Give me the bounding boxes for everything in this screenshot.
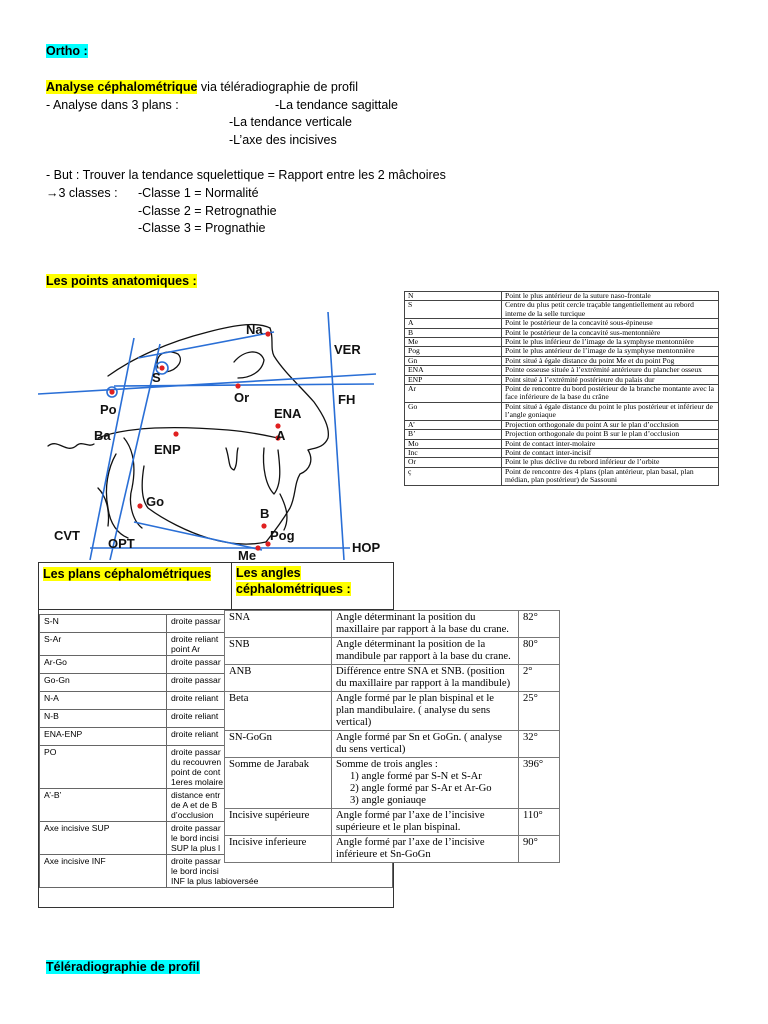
point-code: Gn [405,356,502,365]
point-code: A’ [405,420,502,429]
angles-table [224,610,560,863]
angle-name: Somme de Jarabak [225,758,332,809]
points-table-row [405,439,719,448]
angles-title-line2: céphalométriques : [236,582,351,596]
analysis-heading [46,79,358,97]
angle-sub-item: 1) angle formé par S-N et S-Ar [350,771,482,782]
points-table-row [405,347,719,356]
plan-name: S-Ar [40,633,167,656]
angle-description-text: Angle formé par le plan bispinal et le plan mandibulaire. ( analyse du sens vertical) [336,693,494,728]
label-ba: Ba [94,428,111,443]
point-code: S [405,301,502,319]
point-description: Point situé à l’extrémité postérieure du palais dur [502,375,719,384]
plan-description-line: point Ar [171,644,201,654]
angle-description [332,692,519,731]
angle-description-text: Angle déterminant la position du maxillaire par rapport à la base du crane. [336,612,509,635]
label-enp: ENP [154,442,181,457]
plan-name: Go-Gn [40,674,167,692]
angle-description-text: Angle déterminant la position de la mandibule par rapport à la base du crane. [336,639,511,662]
label-cvt: CVT [54,528,80,543]
cvt-line [90,338,134,560]
ortho-title: Ortho : [46,44,88,58]
angles-table-row [225,611,560,638]
points-table-row [405,467,719,485]
point-description: Point le plus inférieur de l’image de la symphyse mentonnière [502,338,719,347]
point-description: Point de rencontre du bord postérieur de la branche montante avec la face inférieure de la base du crâne [502,385,719,403]
plan-description-line: droite reliant [171,693,219,703]
reference-lines [38,312,376,560]
point-code: Go [405,402,502,420]
point-description: Point le postérieur de la concavité sous-épineuse [502,319,719,328]
cephalometric-diagram [38,298,398,563]
points-table-row [405,402,719,420]
class-2: -Classe 2 = Retrognathie [138,204,277,218]
teleradiographie-title: Téléradiographie de profil [46,960,200,974]
points-heading [46,273,197,291]
plan-description-line: droite reliant [171,729,219,739]
plan-description-line: le bord incisi [171,833,219,843]
point-description: Point de rencontre des 4 plans (plan antérieur, plan basal, plan médian, plan postérieur) de Sassouni [502,467,719,485]
plan-description-line: 1eres molaire [171,777,224,787]
plan-description-line: droite passar [171,823,221,833]
classes-intro: →3 classes : [46,186,118,200]
plan-description-line: de A et de B [171,800,218,810]
angles-table-row [225,692,560,731]
plan-vertical: -La tendance verticale [229,115,352,129]
angles-table-row [225,638,560,665]
points-table-row [405,430,719,439]
plan-description-line: droite reliant [171,711,219,721]
points-table [404,291,719,486]
angles-table-row [225,809,560,836]
point-code: Mo [405,439,502,448]
point-description: Pointe osseuse située à l’extrémité antérieure du plancher osseux [502,366,719,375]
points-table-row [405,319,719,328]
analysis-title: Analyse céphalométrique [46,80,198,94]
angle-description [332,665,519,692]
points-table-row [405,301,719,319]
label-ver: VER [334,342,361,357]
angle-description [332,731,519,758]
label-s: S [152,370,161,385]
label-go: Go [146,494,165,509]
points-table-row [405,385,719,403]
angle-value: 2° [519,665,560,692]
point-code: B’ [405,430,502,439]
point-description: Point situé à égale distance du point le plus postérieur et inférieur de l’angle goniaque [502,402,719,420]
angle-description [332,809,519,836]
angle-description-text: Angle formé par l’axe de l’incisive supérieure et le plan bispinal. [336,810,485,833]
class-3: -Classe 3 = Prognathie [138,221,266,235]
plan-name: Axe incisive SUP [40,822,167,855]
angle-value: 80° [519,638,560,665]
plan-name: ENA-ENP [40,728,167,746]
anatomical-points [109,331,280,550]
angles-table-row [225,665,560,692]
angle-description [332,638,519,665]
analysis-subtitle: via téléradiographie de profil [197,80,358,94]
point-code: Ar [405,385,502,403]
points-table-row [405,458,719,467]
point-code: ENP [405,375,502,384]
angle-value: 396° [519,758,560,809]
plan-incisives: -L’axe des incisives [229,133,337,147]
plan-description-line: distance entr [171,790,221,800]
plan-description-line: point de cont [171,767,221,777]
label-pog: Pog [270,528,295,543]
angle-value: 25° [519,692,560,731]
points-title: Les points anatomiques : [46,274,197,288]
point-description: Projection orthogonale du point B sur le plan d’occlusion [502,430,719,439]
point-description: Centre du plus petit cercle traçable tangentiellement au rebord interne de la selle turcique [502,301,719,319]
points-table-row [405,366,719,375]
point-code: Or [405,458,502,467]
plan-description-line: INF la plus labioversée [171,876,259,886]
plan-description-line: droite passar [171,856,221,866]
angle-description-text: Différence entre SNA et SNB. (position du maxillaire par rapport à la mandibule) [336,666,511,689]
angle-value: 90° [519,836,560,863]
label-hop: HOP [352,540,381,555]
point-code: A [405,319,502,328]
angle-sub-item: 3) angle goniauqe [350,795,426,806]
plan-name: N-A [40,692,167,710]
point-description: Point de contact inter-molaire [502,439,719,448]
angle-name: Incisive supérieure [225,809,332,836]
angle-value: 32° [519,731,560,758]
angle-description-text: Somme de trois angles : [336,759,438,770]
plans-header [39,563,393,610]
point-description: Projection orthogonale du point A sur le plan d’occlusion [502,420,719,429]
plan-name: N-B [40,710,167,728]
plans-title: Les plans céphalométriques [43,567,212,581]
label-opt: OPT [108,536,135,551]
point-code: Inc [405,448,502,457]
plan-description-line: SUP la plus l [171,843,221,853]
plan-description-line: droite passar [171,616,221,626]
angles-table-row [225,758,560,809]
point-code: ç [405,467,502,485]
mandibular-line [134,522,262,550]
angle-name: SNB [225,638,332,665]
point-description: Point le plus antérieur de la suture naso-frontale [502,292,719,301]
angle-name: Incisive inferieure [225,836,332,863]
plan-name: A’-B’ [40,789,167,822]
label-fh: FH [338,392,356,407]
plan-description-line: droite passar [171,657,221,667]
page-heading [46,43,88,61]
plan-description-line: d’occlusion [171,810,214,820]
angle-value: 82° [519,611,560,638]
class-1: -Classe 1 = Normalité [138,186,259,200]
plan-description-line: droite reliant [171,634,219,644]
label-or: Or [234,390,250,405]
label-na: Na [246,322,263,337]
point-code: Pog [405,347,502,356]
point-code: N [405,292,502,301]
angle-value: 110° [519,809,560,836]
plan-name: Ar-Go [40,656,167,674]
angle-name: SNA [225,611,332,638]
angle-name: Beta [225,692,332,731]
point-description: Point le plus déclive du rebord inférieur de l’orbite [502,458,719,467]
goal-text: - But : Trouver la tendance squelettique = Rapport entre les 2 mâchoires [46,168,446,182]
label-ena: ENA [274,406,302,421]
plan-description-line: le bord incisi [171,866,219,876]
plan-name: Axe incisive INF [40,855,167,888]
plan-name: S-N [40,615,167,633]
angles-table-row [225,731,560,758]
footer-heading [46,959,200,977]
plan-sagittal: -La tendance sagittale [275,98,399,112]
label-me: Me [238,548,257,563]
plan-name: PO [40,746,167,789]
point-code: Me [405,338,502,347]
point-description: Point le plus antérieur de l’image de la symphyse mentonnière [502,347,719,356]
plans-intro: - Analyse dans 3 plans : [46,98,179,112]
point-description: Point le postérieur de la concavité sus-mentonnière [502,328,719,337]
point-description: Point situé à égale distance du point Me et du point Pog [502,356,719,365]
point-description: Point de contact inter-incisif [502,448,719,457]
angles-table-row [225,836,560,863]
label-a: A [276,428,286,443]
label-b: B [260,506,270,521]
skull-outline [48,325,328,545]
angle-description-text: Angle formé par Sn et GoGn. ( analyse du sens vertical) [336,732,502,755]
angle-name: SN-GoGn [225,731,332,758]
angle-description [332,611,519,638]
angle-sub-item: 2) angle formé par S-Ar et Ar-Go [350,783,492,794]
angle-description [332,758,519,809]
plan-description-line: droite passar [171,675,221,685]
point-code: ENA [405,366,502,375]
angles-title-line1: Les angles [236,566,301,580]
angle-description [332,836,519,863]
plan-description-line: droite passar [171,747,221,757]
angle-name: ANB [225,665,332,692]
label-po: Po [100,402,117,417]
point-code: B [405,328,502,337]
angle-description-text: Angle formé par l’axe de l’incisive inférieure et Sn-GoGn [336,837,485,860]
plan-description-line: du recouvren [171,757,222,767]
